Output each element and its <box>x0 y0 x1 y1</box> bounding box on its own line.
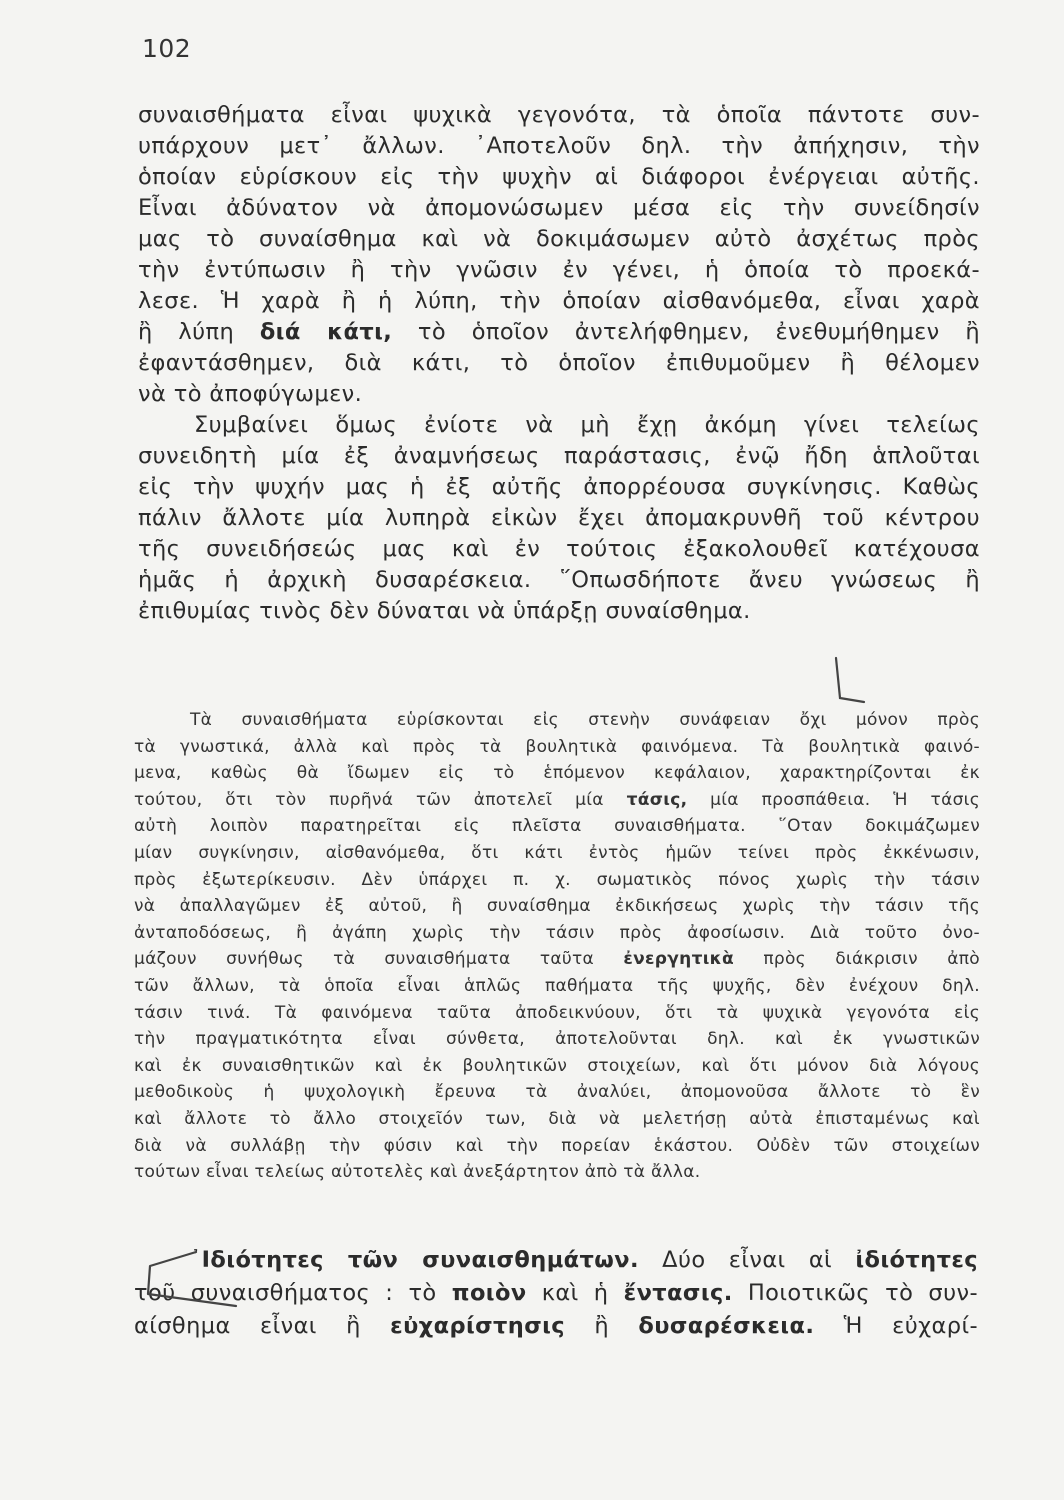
text-line: μεθοδικοὺς ἡ ψυχολογικὴ ἔρευνα τὰ ἀναλύει, ἀπομονοῦσα ἄλλοτε τὸ ἓν <box>134 1082 980 1103</box>
emphasis: δυσαρέσκεια. <box>638 1313 815 1339</box>
text-line: Συμβαίνει ὅμως ἐνίοτε νὰ μὴ ἔχῃ ἀκόμη γίνει τελείως <box>194 412 980 438</box>
text-line: ἀνταποδόσεως, ἢ ἀγάπη χωρὶς τὴν τάσιν πρὸς ἀφοσίωσιν. Διὰ τοῦτο ὀνο- <box>134 922 980 943</box>
text-line: τούτου, ὅτι τὸν πυρῆνά τῶν ἀποτελεῖ μία τάσις, μία προσπάθεια. Ἡ τάσις <box>134 789 980 810</box>
text-line: αίσθημα εἶναι ἢ εὐχαρίστησις ἢ δυσαρέσκεια. Ἡ εὐχαρί- <box>134 1313 978 1339</box>
emphasis: διά κάτι, <box>259 319 393 345</box>
text-line: υπάρχουν μετ᾽ ἄλλων. ᾽Αποτελοῦν δηλ. τὴν ἀπήχησιν, τὴν <box>138 133 980 159</box>
emphasis: ἰδιότητες <box>855 1247 978 1273</box>
text-line: τῶν ἄλλων, τὰ ὁποῖα εἶναι ἁπλῶς παθήματα τῆς ψυχῆς, δὲν ἐνέχουν δηλ. <box>134 975 980 996</box>
main-text <box>138 100 980 627</box>
section-properties <box>134 1244 978 1343</box>
text-line: τὴν πραγματικότητα εἶναι σύνθετα, ἀποτελοῦνται δηλ. καὶ ἐκ γνωστικῶν <box>134 1029 980 1050</box>
emphasis: ἐνεργητικὰ <box>623 949 734 970</box>
text-line: τὴν ἐντύπωσιν ἢ τὴν γνῶσιν ἐν γένει, ἡ ὁποία τὸ προεκά- <box>138 257 980 283</box>
emphasis: ἔντασις. <box>623 1280 733 1306</box>
text-line: ᾽Ιδιότητες τῶν συναισθημάτων. Δύο εἶναι αἱ ἰδιότητες <box>190 1247 978 1273</box>
text-line: ἐφαντάσθημεν, διὰ κάτι, τὸ ὁποῖον ἐπιθυμοῦμεν ἢ θέλομεν <box>138 350 980 376</box>
text-line: ἐπιθυμίας τινὸς δὲν δύναται νὰ ὑπάρξῃ συναίσθημα. <box>138 598 751 624</box>
text-line: ὁποίαν εὑρίσκουν εἰς τὴν ψυχὴν αἱ διάφοροι ἐνέργειαι αὐτῆς. <box>138 164 980 190</box>
text-line: Εἶναι ἀδύνατον νὰ ἀπομονώσωμεν μέσα εἰς τὴν συνείδησίν <box>138 195 980 221</box>
section-heading: ᾽Ιδιότητες τῶν συναισθημάτων. <box>190 1247 639 1273</box>
text-line: συναισθήματα εἶναι ψυχικὰ γεγονότα, τὰ ὁποῖα πάντοτε συν- <box>138 102 980 128</box>
small-print-paragraph <box>134 707 980 1186</box>
text-line: νὰ τὸ ἀποφύγωμεν. <box>138 381 363 407</box>
text-line: μίαν συγκίνησιν, αἰσθανόμεθα, ὅτι κάτι ἐντὸς ἡμῶν τείνει πρὸς ἐκκένωσιν, <box>134 842 980 863</box>
text-line: καὶ ἐκ συναισθητικῶν καὶ ἐκ βουλητικῶν στοιχείων, καὶ ὅτι μόνον διὰ λόγους <box>134 1055 980 1076</box>
text-line: αὐτὴ λοιπὸν παρατηρεῖται εἰς πλεῖστα συναισθήματα. ῞Οταν δοκιμάζωμεν <box>134 816 980 837</box>
text-line: διὰ νὰ συλλάβῃ τὴν φύσιν καὶ τὴν πορείαν ἑκάστου. Οὐδὲν τῶν στοιχείων <box>134 1135 980 1156</box>
emphasis: εὐχαρίστησις <box>390 1313 566 1339</box>
text-line: τῆς συνειδήσεώς μας καὶ ἐν τούτοις ἐξακολουθεῖ κατέχουσα <box>138 536 980 562</box>
text-line: τοῦ συναισθήματος : τὸ ποιὸν καὶ ἡ ἔντασις. Ποιοτικῶς τὸ συν- <box>134 1280 979 1306</box>
text-line: μάζουν συνήθως τὰ συναισθήματα ταῦτα ἐνεργητικὰ πρὸς διάκρισιν ἀπὸ <box>134 949 980 970</box>
text-line: εἰς τὴν ψυχήν μας ἡ ἐξ αὐτῆς ἀπορρέουσα συγκίνησις. Καθὼς <box>138 474 980 500</box>
text-line: νὰ ἀπαλλαγῶμεν ἐξ αὐτοῦ, ἢ συναίσθημα ἐκδικήσεως χωρὶς τὴν τάσιν τῆς <box>134 896 980 917</box>
pen-checkmark-mark <box>830 650 870 710</box>
text-line: λεσε. Ἡ χαρὰ ἢ ἡ λύπη, τὴν ὁποίαν αἰσθανόμεθα, εἶναι χαρὰ <box>138 288 980 314</box>
emphasis: ποιὸν <box>451 1280 527 1306</box>
text-line: καὶ ἄλλοτε τὸ ἄλλο στοιχεῖόν των, διὰ νὰ μελετήσῃ αὐτὰ ἐπισταμένως καὶ <box>134 1108 980 1129</box>
text-line: Τὰ συναισθήματα εὑρίσκονται εἰς στενὴν συνάφειαν ὄχι μόνον πρὸς <box>190 710 980 730</box>
text-line: συνειδητὴ μία ἐξ ἀναμνήσεως παράστασις, ἐνῷ ἤδη ἁπλοῦται <box>138 443 980 469</box>
text-line: ἡμᾶς ἡ ἀρχικὴ δυσαρέσκεια. ῞Οπωσδήποτε ἄνευ γνώσεως ἢ <box>138 567 980 593</box>
page-number: 102 <box>142 34 192 63</box>
text-line: τάσιν τινά. Τὰ φαινόμενα ταῦτα ἀποδεικνύουν, ὅτι τὰ ψυχικὰ γεγονότα εἰς <box>134 1002 980 1023</box>
text-line: τὰ γνωστικά, ἀλλὰ καὶ πρὸς τὰ βουλητικὰ φαινόμενα. Τὰ βουλητικὰ φαινό- <box>134 736 980 757</box>
emphasis: τάσις, <box>626 789 688 810</box>
text-line: ἢ λύπη διά κάτι, τὸ ὁποῖον ἀντελήφθημεν, ἐνεθυμήθημεν ἢ <box>138 319 980 345</box>
text-line: πρὸς ἐξωτερίκευσιν. Δὲν ὑπάρχει π. χ. σωματικὸς πόνος χωρὶς τὴν τάσιν <box>134 869 980 890</box>
text-line: τούτων εἶναι τελείως αὐτοτελὲς καὶ ἀνεξάρτητον ἀπὸ τὰ ἄλλα. <box>134 1162 701 1183</box>
text-line: πάλιν ἄλλοτε μία λυπηρὰ εἰκὼν ἔχει ἀπομακρυνθῆ τοῦ κέντρου <box>138 505 980 531</box>
text-line: μενα, καθὼς θὰ ἴδωμεν εἰς τὸ ἑπόμενον κεφάλαιον, χαρακτηρίζονται ἐκ <box>134 763 980 784</box>
text-line: μας τὸ συναίσθημα καὶ νὰ δοκιμάσωμεν αὐτὸ ἀσχέτως πρὸς <box>138 226 980 252</box>
